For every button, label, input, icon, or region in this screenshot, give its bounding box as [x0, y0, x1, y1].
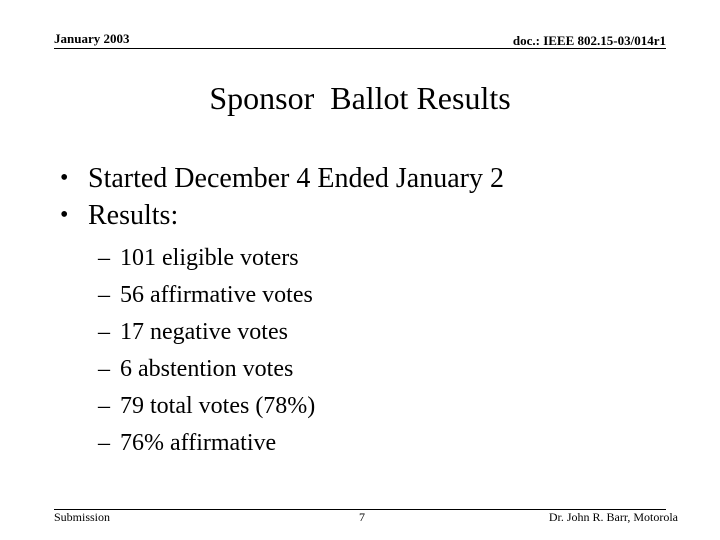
slide-title: Sponsor Ballot Results — [209, 80, 511, 116]
sub-bullet-item — [98, 240, 315, 277]
sub-bullet-text: 79 total votes (78%) — [120, 393, 316, 419]
sub-bullet-text: 56 affirmative votes — [120, 282, 313, 308]
footer-submission: Submission — [54, 510, 111, 524]
bullet-marker: • — [60, 165, 69, 191]
sub-bullet-text: 17 negative votes — [120, 319, 288, 345]
bullet-text: Results: — [88, 200, 179, 231]
bullet-item — [60, 197, 504, 234]
sub-bullet-list — [98, 240, 315, 462]
bullet-item — [60, 160, 504, 197]
sub-bullet-item — [98, 425, 315, 462]
sub-bullet-text: 76% affirmative — [120, 430, 277, 456]
sub-bullet-marker: – — [98, 356, 110, 382]
sub-bullet-marker: – — [98, 245, 110, 271]
bullet-list — [60, 160, 504, 234]
sub-bullet-item — [98, 351, 315, 388]
sub-bullet-text: 6 abstention votes — [120, 356, 294, 382]
sub-bullet-item — [98, 388, 315, 425]
sub-bullet-text: 101 eligible voters — [120, 245, 299, 271]
footer-page-number: 7 — [359, 510, 365, 524]
bullet-marker: • — [60, 202, 69, 228]
sub-bullet-marker: – — [98, 393, 110, 419]
sub-bullet-item — [98, 277, 315, 314]
header-doc-id: doc.: IEEE 802.15-03/014r1 — [512, 33, 666, 48]
bullet-text: Started December 4 Ended January 2 — [88, 163, 504, 194]
footer-author: Dr. John R. Barr, Motorola — [548, 510, 678, 524]
sub-bullet-marker: – — [98, 319, 110, 345]
sub-bullet-marker: – — [98, 430, 110, 456]
header-date: January 2003 — [54, 31, 130, 46]
sub-bullet-marker: – — [98, 282, 110, 308]
header-rule — [54, 48, 666, 49]
sub-bullet-item — [98, 314, 315, 351]
